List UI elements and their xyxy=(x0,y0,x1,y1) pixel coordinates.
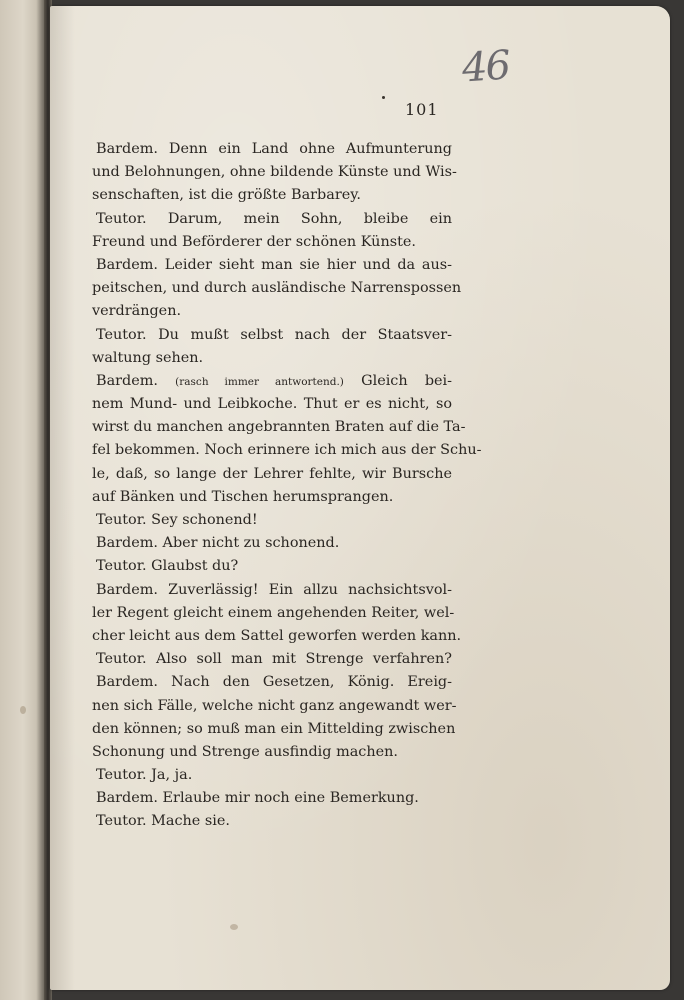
text-line: wirst du manchen angebrannten Braten auf die Ta- xyxy=(92,419,466,436)
text-line: Teutor. Glaubst du? xyxy=(96,558,239,575)
paper-stain xyxy=(230,924,238,930)
ink-dot xyxy=(382,96,385,99)
text-line: und Belohnungen, ohne bildende Künste und Wis- xyxy=(92,164,457,181)
text-line: Teutor. Ja, ja. xyxy=(96,767,193,784)
text-line: Teutor. Sey schonend! xyxy=(96,512,258,528)
left-page-edge xyxy=(0,0,46,1000)
text-line: verdrängen. xyxy=(92,303,182,320)
text-line-with-stage-direction xyxy=(92,370,452,393)
text-line: nen sich Fälle, welche nicht ganz angewandt wer- xyxy=(92,697,457,714)
text-line: auf Bänken und Tischen herumsprangen. xyxy=(92,488,394,505)
text-line: Bardem. Nach den Gesetzen, König. Ereig- xyxy=(96,674,452,691)
page-body-text xyxy=(92,138,482,834)
text-line: Teutor. Du mußt selbst nach der Staatsver- xyxy=(96,326,452,343)
text-line: cher leicht aus dem Sattel geworfen werden kann. xyxy=(92,627,462,644)
text-line: Teutor. Darum, mein Sohn, bleibe ein xyxy=(96,210,452,227)
text-line: fel bekommen. Noch erinnere ich mich aus der Schu- xyxy=(92,442,482,459)
text-line: Bardem. Leider sieht man sie hier und da aus- xyxy=(96,256,452,273)
text-line: Bardem. Zuverlässig! Ein allzu nachsichtsvol- xyxy=(96,581,452,598)
text-line: Schonung und Strenge ausfindig machen. xyxy=(92,743,398,760)
text-line: peitschen, und durch ausländische Narrenspossen xyxy=(92,280,462,297)
stage-direction: (rasch immer antwortend.) xyxy=(175,375,344,388)
text-line: Bardem. Erlaube mir noch eine Bemerkung. xyxy=(96,790,419,807)
text-line: senschaften, ist die größte Barbarey. xyxy=(92,187,362,204)
text-line: waltung sehen. xyxy=(92,349,204,366)
text-line: Bardem. Aber nicht zu schonend. xyxy=(96,535,340,552)
text-line: den können; so muß man ein Mittelding zwischen xyxy=(92,720,456,737)
handwritten-folio-number: 46 xyxy=(460,42,511,92)
paper-stain xyxy=(20,706,26,714)
text-line: nem Mund- und Leibkoche. Thut er es nicht, so xyxy=(92,396,452,413)
page-number: 101 xyxy=(405,100,439,119)
text-line: Freund und Beförderer der schönen Künste. xyxy=(92,233,416,250)
line-continuation: Gleich bei- xyxy=(361,372,453,389)
text-line: Bardem. Denn ein Land ohne Aufmunterung xyxy=(96,141,452,157)
text-line: Teutor. Mache sie. xyxy=(96,813,230,830)
text-line: ler Regent gleicht einem angehenden Reiter, wel- xyxy=(92,604,455,621)
text-line: Teutor. Also soll man mit Strenge verfahren? xyxy=(96,651,452,668)
text-line: le, daß, so lange der Lehrer fehlte, wir Bursche xyxy=(92,465,452,482)
speaker-name: Bardem. xyxy=(96,372,158,389)
